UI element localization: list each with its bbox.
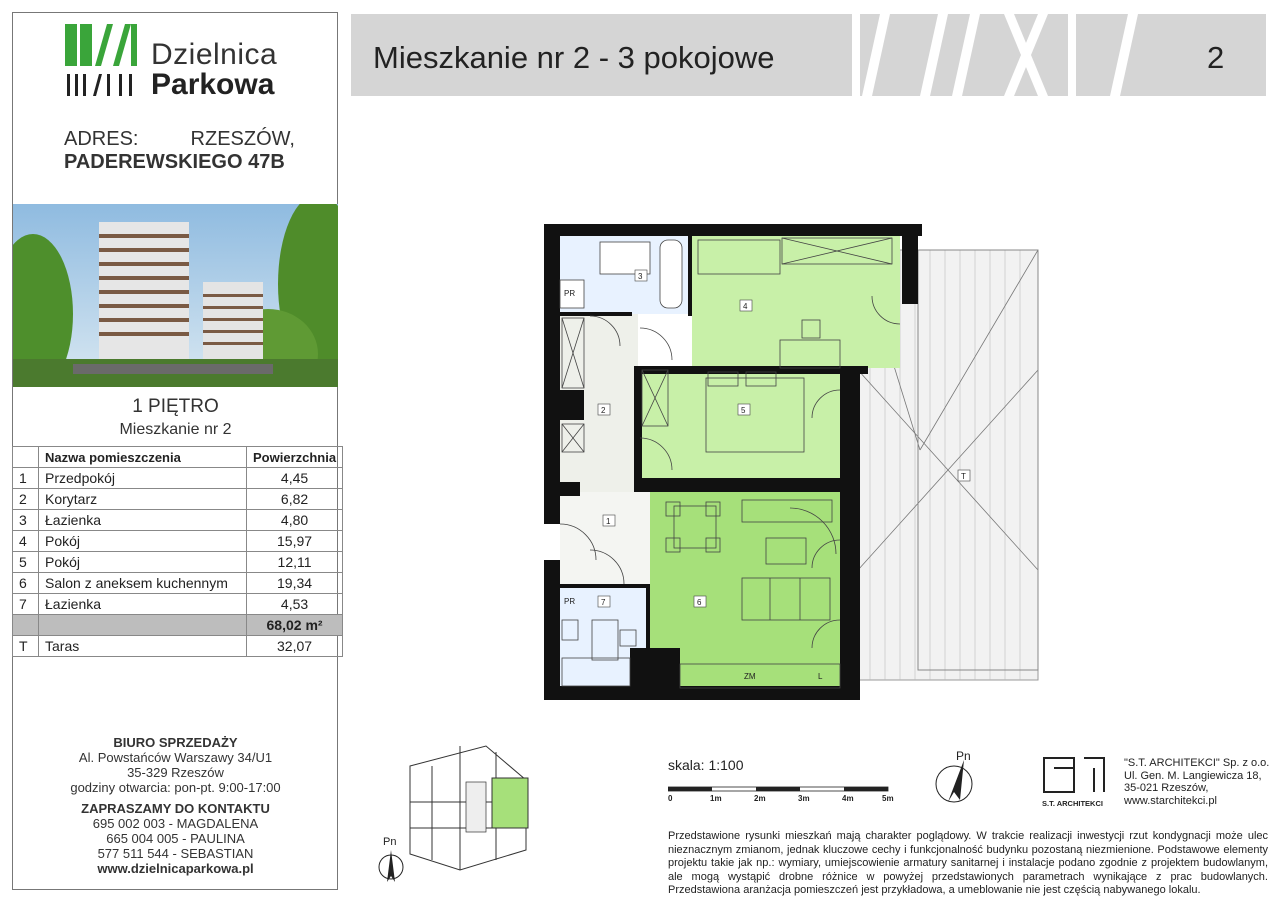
room-area: 12,11	[247, 552, 343, 573]
room-name: Salon z aneksem kuchennym	[39, 573, 247, 594]
terrace-area: 32,07	[247, 636, 343, 657]
room-4-fill	[692, 234, 900, 368]
table-row	[13, 468, 343, 489]
plan-room-7-label: 7	[601, 598, 606, 607]
room-name: Łazienka	[39, 594, 247, 615]
total-area: 68,02 m²	[247, 615, 343, 636]
room-name: Pokój	[39, 531, 247, 552]
disclaimer-text: Przedstawione rysunki mieszkań mają charakter poglądowy. W trakcie realizacji inwestycji rzut kondygnacji może ulec nieznacznym zmianom, jednak kluczowe cechy i funkcjonalność budynku pozostaną niezmienione. Podstawowe elementy projektu takie jak np.: wymiary, umiejscowienie armatury sanitarnej i instalacje podano zgodnie z projektem budowlanym, ale mogą wystąpić drobne różnice w powyżej przedstawionych parametrach wynikające z prac budowlanych. Przedstawiona aranżacja pomieszczeń jest przykładowa, a umeblowanie nie jest częścią nabywanego lokalu.	[668, 830, 1268, 896]
plan-zm-label: ZM	[744, 672, 756, 681]
scale-bar	[668, 786, 908, 808]
room-area: 4,45	[247, 468, 343, 489]
scale-tick: 1m	[710, 794, 722, 803]
header-decorative-pattern	[848, 14, 1168, 96]
room-area: 4,53	[247, 594, 343, 615]
room-area: 6,82	[247, 489, 343, 510]
plan-room-6-label: 6	[697, 598, 702, 607]
room-number: 3	[13, 510, 39, 531]
table-row	[13, 552, 343, 573]
room-area: 15,97	[247, 531, 343, 552]
scale-label: skala: 1:100	[668, 757, 744, 773]
north-label: Pn	[956, 749, 971, 763]
north-arrow-icon	[930, 748, 980, 806]
north-label-small: Pn	[383, 836, 397, 848]
address-street: PADEREWSKIEGO 47B	[64, 151, 285, 173]
sales-office-block	[13, 735, 338, 876]
sales-hours: godziny otwarcia: pon-pt. 9:00-17:00	[70, 780, 281, 795]
address-label: ADRES:	[64, 128, 139, 150]
plan-room-3-label: 3	[638, 272, 643, 281]
sales-address2: 35-329 Rzeszów	[127, 765, 224, 780]
table-row	[13, 510, 343, 531]
brand-name-line2: Parkowa	[151, 68, 275, 101]
table-row	[13, 489, 343, 510]
architect-line: "S.T. ARCHITEKCI" Sp. z o.o.	[1124, 757, 1270, 769]
plan-terrace-label: T	[961, 472, 966, 481]
contact-title: ZAPRASZAMY DO KONTAKTU	[81, 801, 270, 816]
architect-logo-icon	[1040, 754, 1110, 810]
architect-line: 35-021 Rzeszów,	[1124, 782, 1209, 794]
architect-logo-caption: S.T. ARCHITEKCI	[1042, 799, 1103, 808]
terrace-name: Taras	[39, 636, 247, 657]
floor-label: 1 PIĘTRO	[132, 396, 219, 417]
room-name: Pokój	[39, 552, 247, 573]
room-number: 7	[13, 594, 39, 615]
table-total-row	[13, 615, 343, 636]
room-name: Przedpokój	[39, 468, 247, 489]
brand-logo-icon	[65, 24, 137, 98]
plan-pr-label: PR	[564, 597, 576, 606]
scale-tick: 2m	[754, 794, 766, 803]
floor-plan-drawing	[540, 220, 1060, 704]
contact-phone: 695 002 003 - MAGDALENA	[92, 816, 259, 831]
architect-contact	[1124, 757, 1269, 807]
architect-line: Ul. Gen. M. Langiewicza 18,	[1124, 769, 1262, 782]
sales-title: BIURO SPRZEDAŻY	[113, 735, 238, 750]
plan-room-2-label: 2	[601, 406, 606, 415]
room-number: 6	[13, 573, 39, 594]
table-header-name: Nazwa pomieszczenia	[39, 447, 247, 468]
building-rendering-image	[13, 204, 338, 387]
room-number: 2	[13, 489, 39, 510]
total-empty-cell	[39, 615, 247, 636]
brand-name-line1: Dzielnica	[151, 38, 278, 71]
room-area: 19,34	[247, 573, 343, 594]
address-city: RZESZÓW,	[190, 128, 295, 150]
room-number: 1	[13, 468, 39, 489]
table-header-number	[13, 447, 39, 468]
table-header-row	[13, 447, 343, 468]
room-name: Korytarz	[39, 489, 247, 510]
contact-phone: 665 004 005 - PAULINA	[106, 831, 245, 846]
plan-pr-label: PR	[564, 289, 576, 298]
room-number: 5	[13, 552, 39, 573]
room-number: 4	[13, 531, 39, 552]
north-arrow-small-icon	[374, 834, 408, 884]
plan-room-1-label: 1	[606, 517, 611, 526]
apartment-label: Mieszkanie nr 2	[119, 421, 232, 438]
table-row-terrace	[13, 636, 343, 657]
scale-tick: 5m	[882, 794, 894, 803]
room-name: Łazienka	[39, 510, 247, 531]
terrace-number: T	[13, 636, 39, 657]
apartment-title: Mieszkanie nr 2 - 3 pokojowe	[373, 40, 775, 75]
plan-room-5-label: 5	[741, 406, 746, 415]
sales-address1: Al. Powstańców Warszawy 34/U1	[78, 750, 273, 765]
scale-tick: 4m	[842, 794, 854, 803]
plan-l-label: L	[818, 672, 823, 681]
apartment-number: 2	[1207, 40, 1225, 75]
table-row	[13, 573, 343, 594]
room-1-fill	[560, 492, 650, 588]
room-area: 4,80	[247, 510, 343, 531]
scale-tick: 3m	[798, 794, 810, 803]
plan-room-4-label: 4	[743, 302, 748, 311]
contact-phone: 577 511 544 - SEBASTIAN	[97, 846, 254, 861]
total-empty-cell	[13, 615, 39, 636]
architect-website[interactable]: www.starchitekci.pl	[1124, 794, 1217, 807]
website-link[interactable]: www.dzielnicaparkowa.pl	[97, 861, 254, 876]
apartment-highlight	[492, 778, 528, 828]
scale-tick: 0	[668, 794, 673, 803]
table-row	[13, 531, 343, 552]
table-row	[13, 594, 343, 615]
table-header-area: Powierzchnia	[247, 447, 343, 468]
room-areas-table	[12, 446, 343, 657]
